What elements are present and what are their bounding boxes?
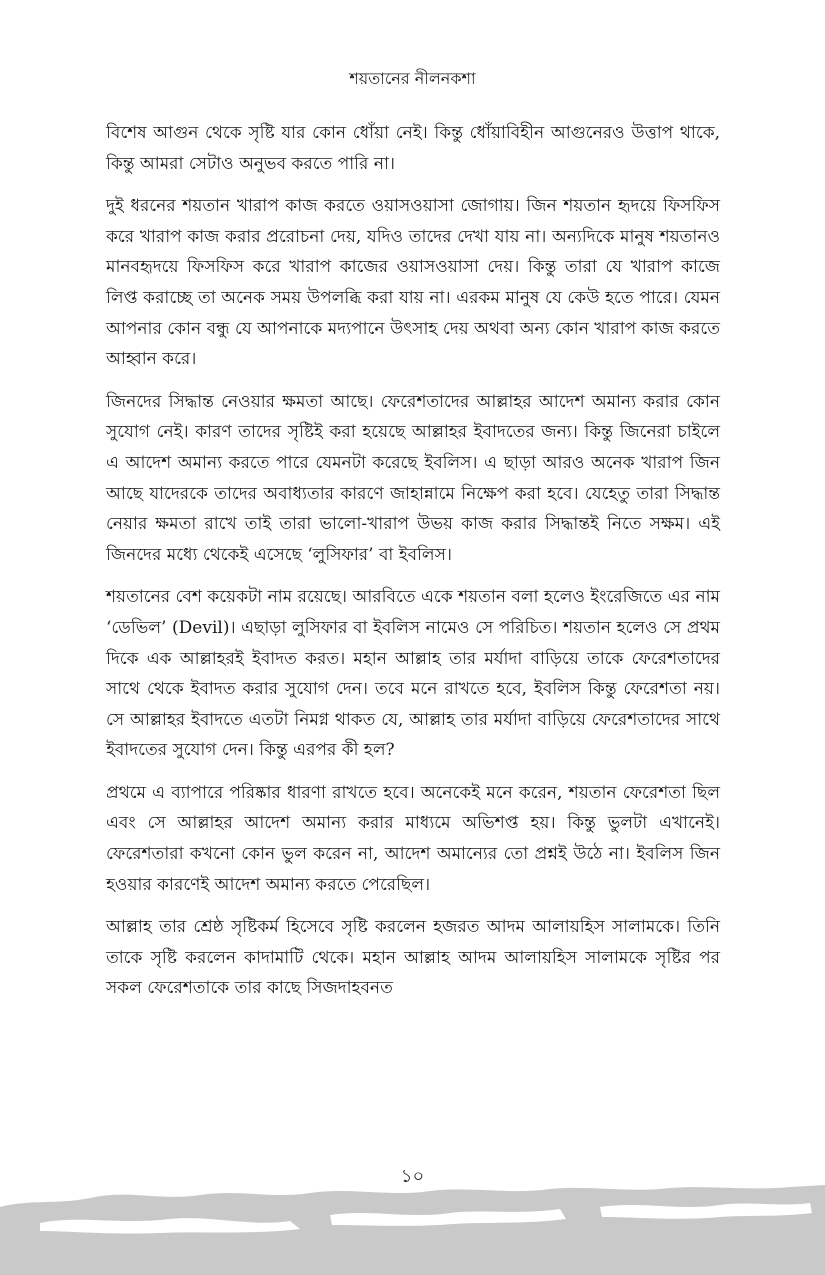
page-number: ১০ — [400, 1166, 425, 1187]
paragraph: জিনদের সিদ্ধান্ত নেওয়ার ক্ষমতা আছে। ফেরেশতাদের আল্লাহর আদেশ অমান্য করার কোন সুযোগ নেই। কারণ তাদের সৃষ্টিই করা হয়েছে আল্লাহর ইবাদতের জন্য। কিন্তু জিনেরা চাইলে এ আদেশ অমান্য করতে পারে যেমনটা করেছে ইবলিস। এ ছাড়া আরও অনেক খারাপ জিন আছে যাদেরকে তাদের অবাধ্যতার কারণে জাহান্নামে নিক্ষেপ করা হবে। যেহেতু তারা সিদ্ধান্ত নেয়ার ক্ষমতা রাখে তাই তারা ভালো-খারাপ উভয় কাজ করার সিদ্ধান্তই নিতে সক্ষম। এই জিনদের মধ্যে থেকেই এসেছে ‘লুসিফার’ বা ইবলিস। — [106, 391, 720, 565]
paragraph: শয়তানের বেশ কয়েকটা নাম রয়েছে। আরবিতে একে শয়তান বলা হলেও ইংরেজিতে এর নাম ‘ডেভিল’ (Devil)। এছাড়া লুসিফার বা ইবলিস নামেও সে পরিচিত। শয়তান হলেও সে প্রথম দিকে এক আল্লাহরই ইবাদত করত। মহান আল্লাহ তার মর্যাদা বাড়িয়ে তাকে ফেরেশতাদের সাথে থেকে ইবাদত করার সুযোগ দেন। তবে মনে রাখতে হবে, ইবলিস কিন্তু ফেরেশতা নয়। সে আল্লাহর ইবাদতে এতটা নিমগ্ন থাকত যে, আল্লাহ তার মর্যাদা বাড়িয়ে ফেরেশতাদের সাথে ইবাদতের সুযোগ দেন। কিন্তু এরপর কী হল? — [106, 587, 720, 761]
footer-brush-decoration — [0, 1185, 825, 1275]
paragraph: বিশেষ আগুন থেকে সৃষ্টি যার কোন ধোঁয়া নেই। কিন্তু ধোঁয়াবিহীন আগুনেরও উত্তাপ থাকে, কিন্তু আমরা সেটাও অনুভব করতে পারি না। — [106, 123, 720, 174]
page-body — [106, 118, 720, 1016]
paragraph: আল্লাহ তার শ্রেষ্ঠ সৃষ্টিকর্ম হিসেবে সৃষ্টি করলেন হজরত আদম আলায়হিস সালামকে। তিনি তাকে সৃষ্টি করলেন কাদামাটি থেকে। মহান আল্লাহ আদম আলায়হিস সালামকে সৃষ্টির পর সকল ফেরেশতাকে তার কাছে সিজদাহবনত — [106, 917, 720, 999]
paragraph: দুই ধরনের শয়তান খারাপ কাজ করতে ওয়াসওয়াসা জোগায়। জিন শয়তান হৃদয়ে ফিসফিস করে খারাপ কাজ করার প্ররোচনা দেয়, যদিও তাদের দেখা যায় না। অন্যদিকে মানুষ শয়তানও মানবহৃদয়ে ফিসফিস করে খারাপ কাজের ওয়াসওয়াসা দেয়। কিন্তু তারা যে খারাপ কাজে লিপ্ত করাচ্ছে তা অনেক সময় উপলব্ধি করা যায় না। এরকম মানুষ যে কেউ হতে পারে। যেমন আপনার কোন বন্ধু যে আপনাকে মদ্যপানে উৎসাহ দেয় অথবা অন্য কোন খারাপ কাজ করতে আহ্বান করে। — [106, 196, 720, 370]
running-header: শয়তানের নীলনকশা — [349, 69, 476, 88]
paragraph: প্রথমে এ ব্যাপারে পরিষ্কার ধারণা রাখতে হবে। অনেকেই মনে করেন, শয়তান ফেরেশতা ছিল এবং সে আল্লাহর আদেশ অমান্য করার মাধ্যমে অভিশপ্ত হয়। কিন্তু ভুলটা এখানেই। ফেরেশতারা কখনো কোন ভুল করেন না, আদেশ অমান্যের তো প্রশ্নই উঠে না। ইবলিস জিন হওয়ার কারণেই আদেশ অমান্য করতে পেরেছিল। — [106, 782, 720, 895]
